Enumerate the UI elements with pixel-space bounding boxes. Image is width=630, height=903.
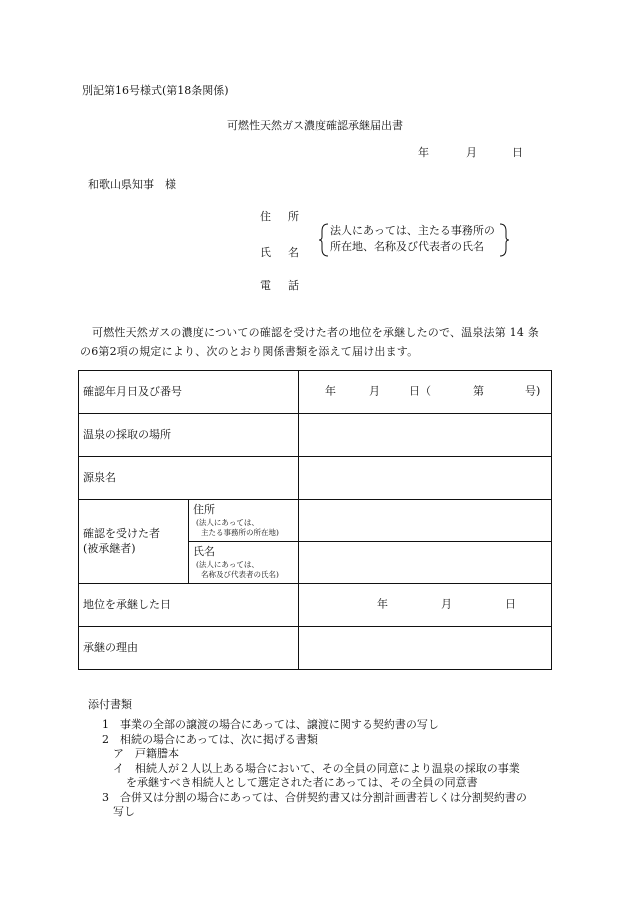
predecessor-address-note1: (法人にあっては、: [196, 517, 259, 527]
table-row-reason: [79, 627, 552, 670]
attachment-item-2b-line1: イ 相続人が２人以上ある場合において、その全員の同意により温泉の採取の事業: [113, 762, 520, 775]
row-label-location: 温泉の採取の場所: [79, 414, 299, 457]
predecessor-name-label: [189, 542, 299, 584]
predecessor-address-label: [189, 500, 299, 542]
reason-field[interactable]: [299, 627, 552, 670]
table-row-location: [79, 414, 552, 457]
attachment-item-2b-line2: を承継すべき相続人として選定された者にあっては、その全員の同意書: [126, 776, 478, 789]
succ-day: 日: [505, 597, 516, 611]
predecessor-label-line2: (被承継者): [83, 541, 136, 555]
conf-year: 年: [325, 384, 336, 398]
predecessor-name-note2: 名称及び代表者の氏名): [201, 569, 279, 579]
predecessor-label-line1: 確認を受けた者: [83, 526, 160, 540]
attachment-item-1: 1 事業の全部の譲渡の場合にあっては、譲渡に関する契約書の写し: [102, 718, 439, 731]
body-paragraph: 可燃性天然ガスの濃度についての確認を受けた者の地位を承継したので、温泉法第 14 条の6第2項の規定により、次のとおり関係書類を添えて届け出ます。: [80, 326, 539, 358]
recipient: 和歌山県知事 様: [88, 178, 176, 191]
applicant-note-line2: 所在地、名称及び代表者の氏名: [330, 240, 484, 253]
predecessor-name-title: 氏名: [193, 545, 215, 559]
date-year: 年: [418, 146, 429, 159]
applicant-phone-label: 電話: [260, 279, 316, 292]
predecessor-address-field[interactable]: [299, 500, 552, 542]
row-label-succession-date: 地位を承継した日: [79, 584, 299, 627]
form-title: 可燃性天然ガス濃度確認承継届出書: [227, 119, 403, 132]
attachment-item-2: 2 相続の場合にあっては、次に掲げる書類: [102, 733, 318, 746]
predecessor-name-field[interactable]: [299, 542, 552, 584]
attachment-item-3-line1: 3 合併又は分割の場合にあっては、合併契約書又は分割計画書若しくは分割契約書の: [102, 791, 527, 804]
attachment-item-2a: ア 戸籍謄本: [113, 747, 179, 760]
attachments-title: 添付書類: [88, 698, 132, 711]
conf-month: 月: [369, 384, 380, 398]
row-label-predecessor: [79, 500, 189, 584]
applicant-note: [318, 223, 510, 257]
applicant-note-line1: 法人にあっては、主たる事務所の: [330, 224, 495, 237]
form-number: 別記第16号様式(第18条関係): [82, 84, 229, 97]
predecessor-name-note1: (法人にあっては、: [196, 559, 259, 569]
succession-date-field[interactable]: [299, 584, 552, 627]
row-label-confirmation: 確認年月日及び番号: [79, 371, 299, 414]
applicant-name-label: 氏名: [260, 246, 316, 259]
succ-year: 年: [377, 597, 388, 611]
info-table: [78, 370, 552, 670]
conf-go: 号): [525, 384, 541, 398]
location-field[interactable]: [299, 414, 552, 457]
confirmation-date-number-field[interactable]: [299, 371, 552, 414]
table-row-confirmation: [79, 371, 552, 414]
attachment-item-3-line2: 写し: [113, 805, 135, 818]
table-row-succession-date: [79, 584, 552, 627]
conf-day: 日（: [409, 384, 431, 398]
table-row-predecessor-address: [79, 500, 552, 542]
table-row-source: [79, 457, 552, 500]
row-label-source: 源泉名: [79, 457, 299, 500]
date-month: 月: [466, 146, 477, 159]
row-label-reason: 承継の理由: [79, 627, 299, 670]
conf-no: 第: [473, 384, 484, 398]
predecessor-address-note2: 主たる事務所の所在地): [201, 527, 279, 537]
succ-month: 月: [441, 597, 452, 611]
predecessor-address-title: 住所: [193, 503, 215, 517]
source-name-field[interactable]: [299, 457, 552, 500]
applicant-address-label: 住所: [260, 210, 316, 223]
date-day: 日: [512, 146, 523, 159]
